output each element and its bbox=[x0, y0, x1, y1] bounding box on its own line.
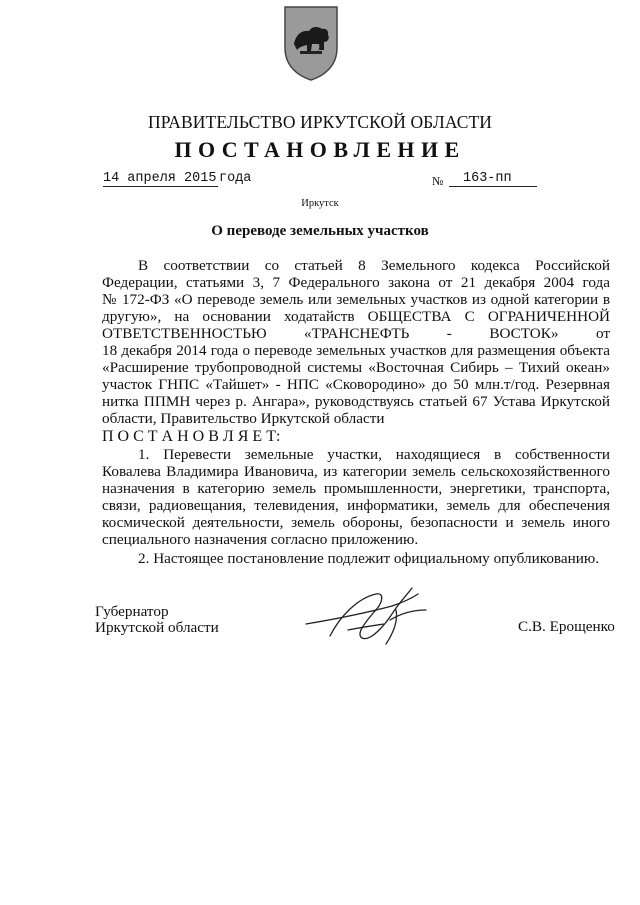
item-line: космической деятельности, земель обороны, безопасности и земель иного bbox=[102, 514, 610, 531]
preamble-line: ОТВЕТСТВЕННОСТЬЮ «ТРАНСНЕФТЬ - ВОСТОК» от bbox=[102, 325, 610, 342]
preamble-line: 18 декабря 2014 года о переводе земельных участков для размещения объекта bbox=[102, 342, 610, 359]
position-line: Иркутской области bbox=[95, 619, 219, 636]
document-type: ПОСТАНОВЛЕНИЕ bbox=[174, 137, 466, 162]
signatory-position bbox=[95, 604, 219, 636]
city-name: Иркутск bbox=[301, 198, 339, 209]
preamble-line: нитка ППМН через р. Ангара», руководствуясь статьей 67 Устава Иркутской bbox=[102, 393, 610, 410]
preamble-line: другую», на основании ходатайств ОБЩЕСТВА С ОГРАНИЧЕННОЙ bbox=[102, 308, 610, 325]
preamble-line: № 172-ФЗ «О переводе земель или земельных участков из одной категории в bbox=[102, 291, 610, 308]
date-suffix: года bbox=[219, 171, 252, 186]
item-line: назначения в категорию земель промышленности, энергетики, транспорта, bbox=[102, 480, 610, 497]
position-line: Губернатор bbox=[95, 603, 169, 620]
document-date bbox=[103, 171, 252, 187]
item-line: специального назначения согласно приложению. bbox=[102, 531, 419, 548]
date-value: 14 апреля 2015 bbox=[103, 171, 217, 186]
item-line: Ковалева Владимира Ивановича, из категории земель сельскохозяйственного bbox=[102, 463, 610, 480]
preamble-line: В соответствии со статьей 8 Земельного кодекса Российской bbox=[138, 257, 610, 274]
item-line: 1. Перевести земельные участки, находящиеся в собственности bbox=[138, 446, 610, 463]
preamble-line: участок ГНПС «Тайшет» - НПС «Сковородино» до 50 млн.т/год. Резервная bbox=[102, 376, 610, 393]
preamble-line: «Расширение трубопроводной системы «Восточная Сибирь – Тихий океан» bbox=[102, 359, 610, 376]
preamble-line: области, Правительство Иркутской области bbox=[102, 410, 385, 427]
document-number: 163-пп bbox=[449, 171, 537, 187]
item-line: связи, радиовещания, телевидения, информатики, земель для обеспечения bbox=[102, 497, 610, 514]
preamble-line: Федерации, статьями 3, 7 Федерального закона от 21 декабря 2004 года bbox=[102, 274, 610, 291]
organization-name: ПРАВИТЕЛЬСТВО ИРКУТСКОЙ ОБЛАСТИ bbox=[147, 112, 493, 132]
signatory-name: С.В. Ерощенко bbox=[518, 618, 615, 635]
item-line: 2. Настоящее постановление подлежит официальному опубликованию. bbox=[138, 550, 600, 567]
number-label: № bbox=[432, 174, 444, 188]
document-title: О переводе земельных участков bbox=[211, 223, 429, 239]
resolves-heading: П О С Т А Н О В Л Я Е Т: bbox=[102, 428, 281, 445]
coat-of-arms-icon bbox=[282, 4, 340, 82]
handwritten-signature-icon bbox=[300, 580, 440, 652]
